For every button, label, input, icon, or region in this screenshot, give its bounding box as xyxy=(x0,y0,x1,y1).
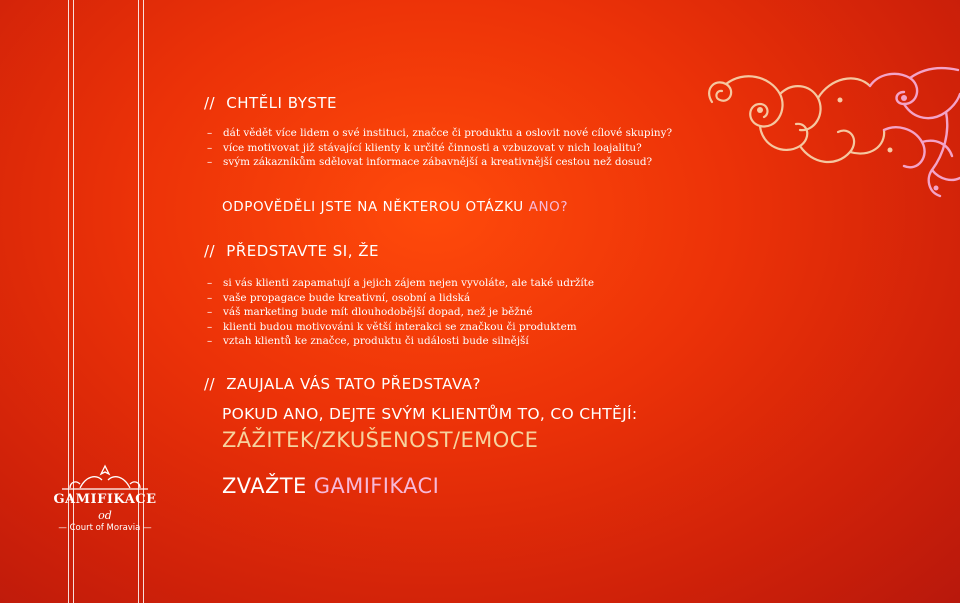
section2-heading xyxy=(204,242,379,260)
section2-list xyxy=(207,276,594,349)
list-item: – klienti budou motivováni k větší interakci se značkou či produktem xyxy=(207,320,577,333)
logo-crown-ornament-icon xyxy=(40,462,170,492)
section1-list xyxy=(207,126,672,170)
heading-slashes: // xyxy=(204,375,216,393)
logo-subtitle: — Court of Moravia — xyxy=(58,523,152,533)
heading-slashes: // xyxy=(204,242,216,260)
list-item: – dát vědět více lidem o své instituci, značce či produktu a oslovit nové cílové skupiny? xyxy=(207,127,673,139)
offer-line: POKUD ANO, DEJTE SVÝM KLIENTŮM TO, CO CHTĚJÍ: xyxy=(222,405,638,423)
list-item: – vztah klientů ke značce, produktu či události bude silnější xyxy=(207,335,529,347)
answer-question: ODPOVĚDĚLI JSTE NA NĚKTEROU OTÁZKU ANO? xyxy=(222,199,569,215)
answer-accent: ANO? xyxy=(528,199,569,215)
list-item: – váš marketing bude mít dlouhodobější dopad, než je běžné xyxy=(207,306,533,318)
list-item: – svým zákazníkům sdělovat informace zábavnější a kreativnější cestou než dosud? xyxy=(207,156,653,168)
list-item: – si vás klienti zapamatují a jejich zájem nejen vyvoláte, ale také udržíte xyxy=(207,277,594,289)
section3-heading-text: ZAUJALA VÁS TATO PŘEDSTAVA? xyxy=(226,375,481,393)
gamifikace-logo xyxy=(40,462,170,542)
logo-title: GAMIFIKACE xyxy=(53,492,157,507)
section3-heading xyxy=(204,375,481,393)
logo-od: od xyxy=(98,509,112,522)
gamification-accent: GAMIFIKACI xyxy=(313,474,440,498)
section2-heading-text: PŘEDSTAVTE SI, ŽE xyxy=(226,242,380,260)
list-item: – více motivovat již stávající klienty k určité činnosti a vzbuzovat v nich loajalitu? xyxy=(207,141,642,154)
heading-slashes: // xyxy=(204,94,216,112)
list-item: – vaše propagace bude kreativní, osobní a lidská xyxy=(207,291,471,304)
experience-line: ZÁŽITEK/ZKUŠENOST/EMOCE xyxy=(222,428,539,452)
consider-gamification-line: ZVAŽTE GAMIFIKACI xyxy=(222,474,440,498)
section1-heading xyxy=(204,94,337,112)
section1-heading-text: CHTĚLI BYSTE xyxy=(226,94,338,112)
